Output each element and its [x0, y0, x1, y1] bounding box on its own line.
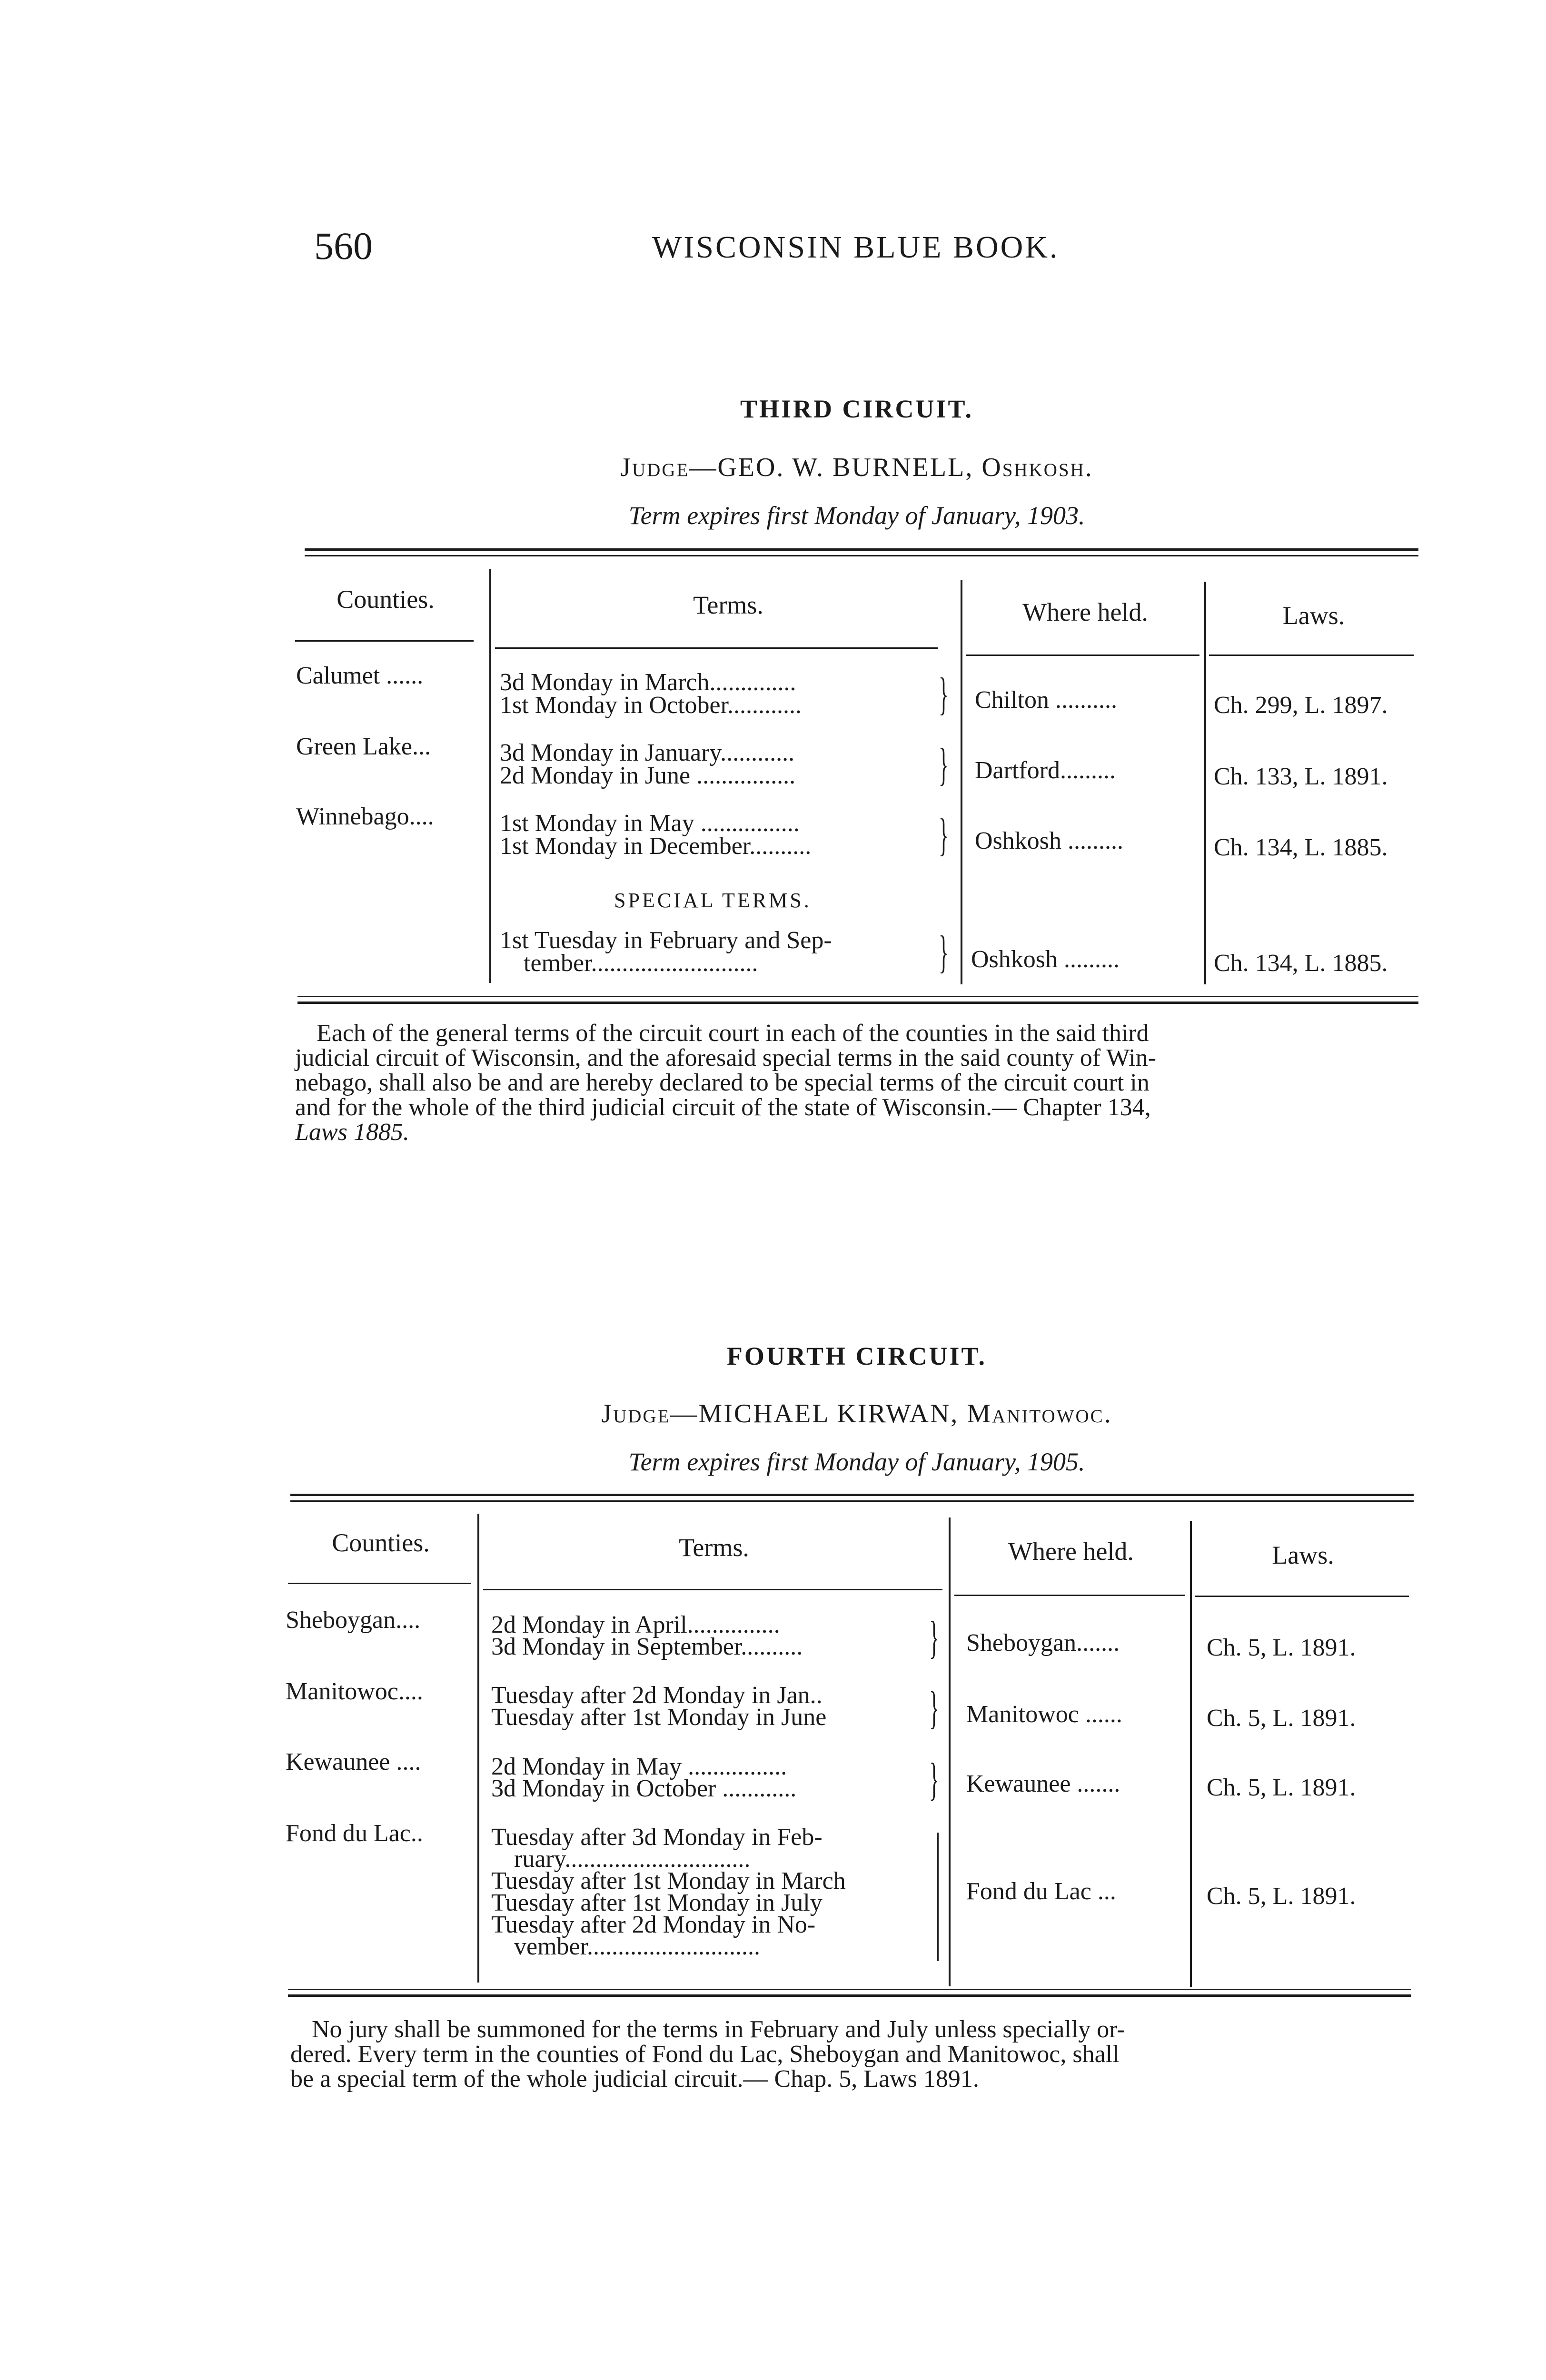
table-row-term: tember...........................	[524, 950, 758, 977]
fourth-circuit-judge	[476, 1398, 1238, 1429]
column-divider	[961, 580, 962, 984]
table-row-law: Ch. 133, L. 1891.	[1214, 763, 1388, 790]
brace-icon: }	[939, 926, 949, 977]
column-divider	[489, 569, 491, 983]
note-line: be a special term of the whole judicial circuit.— Chap. 5, Laws 1891.	[290, 2065, 979, 2092]
fourth-circuit-note	[290, 2017, 1414, 2092]
table-bottom-rule-inner	[297, 1002, 1418, 1004]
judge-place: Oshkosh.	[981, 453, 1093, 482]
brace-icon: }	[939, 739, 949, 790]
note-line: dered. Every term in the counties of Fond du Lac, Sheboygan and Manitowoc, shall	[290, 2041, 1120, 2068]
table-row-term: 1st Tuesday in February and Sep-	[500, 927, 832, 954]
table-row-county: Green Lake...	[296, 733, 431, 760]
table-row-where-held: Manitowoc ......	[966, 1701, 1122, 1728]
table-row-term: 3d Monday in March..............	[500, 669, 796, 696]
table-row-term: 1st Monday in May ................	[500, 810, 800, 837]
table-row-where-held: Fond du Lac ...	[966, 1878, 1116, 1905]
third-circuit-note	[295, 1021, 1418, 1145]
column-divider	[1190, 1521, 1192, 1987]
table-top-rule	[290, 1494, 1414, 1496]
judge-label: Judge	[620, 453, 690, 482]
column-header-laws: Laws.	[1282, 601, 1345, 630]
judge-place: Manitowoc.	[967, 1399, 1112, 1428]
table-row-where-held: Chilton ..........	[975, 686, 1118, 714]
table-row-county: Manitowoc....	[286, 1678, 423, 1705]
column-divider	[949, 1517, 951, 1986]
table-row-term: Tuesday after 2d Monday in No-	[491, 1911, 816, 1938]
table-row-term: 2d Monday in April...............	[491, 1611, 780, 1638]
table-row-where-held: Oshkosh .........	[971, 946, 1120, 973]
column-header-counties: Counties.	[332, 1528, 430, 1557]
note-line: Laws 1885.	[295, 1119, 409, 1146]
table-row-term: ruary..............................	[514, 1845, 751, 1873]
column-header-laws: Laws.	[1272, 1541, 1334, 1569]
judge-label: Judge	[601, 1399, 671, 1428]
brace-icon: }	[929, 1754, 939, 1805]
table-top-rule-inner	[305, 555, 1418, 556]
table-row-where-held: Sheboygan.......	[966, 1629, 1120, 1656]
header-underline	[954, 1595, 1185, 1596]
brace-icon: }	[929, 1612, 939, 1663]
table-row-where-held: Oshkosh .........	[975, 827, 1124, 854]
brace-icon	[937, 1833, 939, 1961]
header-underline	[1209, 654, 1414, 656]
column-header-terms: Terms.	[693, 591, 763, 619]
table-row-law: Ch. 134, L. 1885.	[1214, 950, 1388, 977]
header-underline	[1195, 1596, 1409, 1597]
table-row-term: Tuesday after 3d Monday in Feb-	[491, 1824, 823, 1851]
table-row-term: 2d Monday in June ................	[500, 762, 796, 789]
table-row-term: vember............................	[514, 1933, 761, 1960]
running-title: WISCONSIN BLUE BOOK.	[652, 230, 1060, 265]
note-line: No jury shall be summoned for the terms in February and July unless specially or-	[312, 2016, 1125, 2043]
table-row-law: Ch. 134, L. 1885.	[1214, 834, 1388, 861]
column-header-counties: Counties.	[337, 585, 435, 614]
table-row-county: Calumet ......	[296, 662, 424, 689]
judge-name: —GEO. W. BURNELL,	[689, 453, 974, 482]
table-row-term: Tuesday after 2d Monday in Jan..	[491, 1682, 823, 1709]
table-row-term: 3d Monday in September..........	[491, 1633, 803, 1660]
table-row-law: Ch. 5, L. 1891.	[1207, 1883, 1356, 1910]
table-row-where-held: Kewaunee .......	[966, 1770, 1120, 1797]
table-row-where-held: Dartford.........	[975, 757, 1116, 784]
judge-name: —MICHAEL KIRWAN,	[670, 1399, 959, 1428]
table-row-term: 3d Monday in October ............	[491, 1775, 797, 1802]
table-row-county: Winnebago....	[296, 803, 434, 830]
table-row-term: 2d Monday in May ................	[491, 1753, 787, 1780]
table-row-term: Tuesday after 1st Monday in July	[491, 1889, 823, 1916]
table-row-term: Tuesday after 1st Monday in March	[491, 1867, 846, 1894]
third-circuit-title: THIRD CIRCUIT.	[740, 395, 974, 423]
table-row-county: Sheboygan....	[286, 1606, 421, 1634]
special-terms-label: SPECIAL TERMS.	[614, 889, 812, 912]
table-row-term: 1st Monday in December..........	[500, 833, 812, 860]
table-row-term: 3d Monday in January............	[500, 739, 795, 766]
note-line: Each of the general terms of the circuit court in each of the counties in the said third	[317, 1020, 1149, 1047]
table-row-law: Ch. 5, L. 1891.	[1207, 1774, 1356, 1801]
fourth-circuit-term-expiry: Term expires first Monday of January, 1905.	[628, 1448, 1085, 1476]
note-line: and for the whole of the third judicial circuit of the state of Wisconsin.— Chapter 134,	[295, 1094, 1151, 1121]
brace-icon: }	[939, 809, 949, 860]
table-bottom-rule	[297, 996, 1418, 997]
table-row-county: Kewaunee ....	[286, 1748, 421, 1775]
column-header-where-held: Where held.	[1008, 1537, 1134, 1566]
table-row-county: Fond du Lac..	[286, 1820, 423, 1847]
table-row-law: Ch. 299, L. 1897.	[1214, 692, 1388, 719]
brace-icon: }	[939, 668, 949, 719]
table-row-law: Ch. 5, L. 1891.	[1207, 1634, 1356, 1661]
table-bottom-rule-inner	[288, 1994, 1411, 1997]
column-header-terms: Terms.	[679, 1533, 749, 1562]
note-line: judicial circuit of Wisconsin, and the aforesaid special terms in the said county of Win-	[295, 1044, 1157, 1071]
brace-icon: }	[929, 1682, 939, 1733]
third-circuit-judge	[524, 452, 1190, 483]
table-top-rule-inner	[290, 1500, 1414, 1502]
table-bottom-rule	[288, 1989, 1411, 1990]
column-header-where-held: Where held.	[1022, 598, 1148, 626]
note-line: nebago, shall also be and are hereby declared to be special terms of the circuit court in	[295, 1069, 1150, 1096]
header-underline	[483, 1589, 942, 1590]
header-underline	[495, 647, 938, 649]
table-top-rule	[305, 548, 1418, 551]
third-circuit-term-expiry: Term expires first Monday of January, 1903.	[628, 501, 1085, 530]
header-underline	[966, 654, 1199, 656]
table-row-term: 1st Monday in October............	[500, 692, 802, 719]
header-underline	[295, 640, 474, 642]
column-divider	[1204, 582, 1206, 984]
column-divider	[477, 1514, 479, 1983]
table-row-term: Tuesday after 1st Monday in June	[491, 1704, 827, 1731]
header-underline	[288, 1583, 471, 1584]
page-number: 560	[314, 224, 373, 268]
fourth-circuit-title: FOURTH CIRCUIT.	[726, 1342, 987, 1370]
table-row-law: Ch. 5, L. 1891.	[1207, 1705, 1356, 1732]
